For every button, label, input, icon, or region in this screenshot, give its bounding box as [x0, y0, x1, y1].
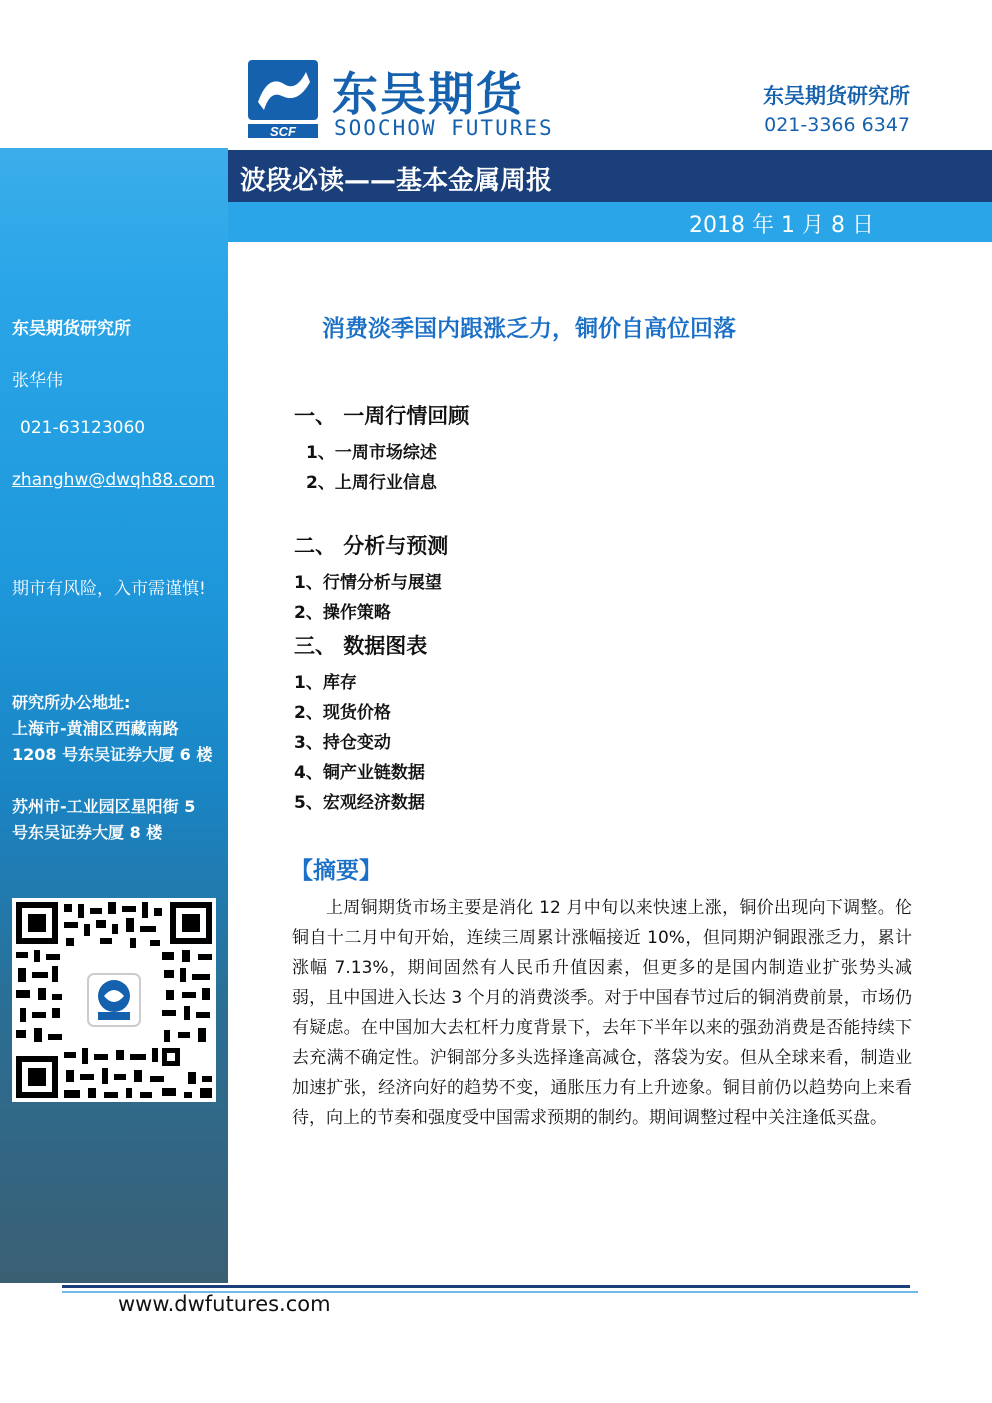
sidebar-address1-line1: 上海市-黄浦区西藏南路	[12, 719, 179, 738]
sidebar-risk-warning: 期市有风险，入市需谨慎!	[12, 579, 206, 599]
section-3-item-5: 5、宏观经济数据	[294, 793, 425, 813]
abstract-body: 上周铜期货市场主要是消化 12 月中旬以来快速上涨，铜价出现向下调整。伦铜自十二月中旬开始，连续三周累计涨幅接近 10%，但同期沪铜跟涨乏力，累计涨幅 7.13%，期间固然有人民币升值因素，但更多的是国内制造业扩张势头减弱，且中国进入长达 3 个月的消费淡季。对于中国春节过后的铜消费前景，市场仍有疑虑。在中国加大去杠杆力度背景下，去年下半年以来的强劲消费是否能持续下去充满不确定性。沪铜部分多头选择逢高减仓，落袋为安。但从全球来看，制造业加速扩张，经济向好的趋势不变，通胀压力有上升迹象。铜目前仍以趋势向上来看待，向上的节奏和强度受中国需求预期的制约。期间调整过程中关注逢低买盘。	[292, 898, 912, 1128]
logo-abbr: SCF	[270, 124, 296, 139]
header-institute-name: 东吴期货研究所	[763, 84, 910, 108]
date-band	[228, 202, 992, 242]
sidebar-address2-line1: 苏州市-工业园区星阳街 5	[12, 797, 196, 816]
sidebar-phone: 021-63123060	[20, 418, 146, 438]
section-2-item-1: 1、行情分析与展望	[294, 573, 442, 593]
headline: 消费淡季国内跟涨乏力，铜价自高位回落	[322, 316, 736, 342]
sidebar-address2-line2: 号东吴证券大厦 8 楼	[12, 823, 163, 842]
footer-rule-dark	[62, 1285, 910, 1288]
section-3-item-3: 3、持仓变动	[294, 733, 391, 753]
section-1-title: 一、 一周行情回顾	[294, 404, 470, 428]
brand-name-cn: 东吴期货	[332, 67, 524, 121]
report-title: 波段必读——基本金属周报	[240, 166, 553, 196]
report-banner	[228, 150, 992, 202]
abstract-title: 【摘要】	[290, 858, 382, 884]
section-3-title: 三、 数据图表	[294, 634, 428, 658]
brand-logo	[248, 60, 318, 140]
sidebar-address1-line2: 1208 号东吴证券大厦 6 楼	[12, 745, 213, 764]
sidebar-address-label: 研究所办公地址:	[12, 693, 131, 712]
qr-code-graphic	[12, 898, 216, 1102]
section-3-item-2: 2、现货价格	[294, 703, 391, 723]
brand-name-en: SOOCHOW FUTURES	[334, 116, 554, 140]
section-2-title: 二、 分析与预测	[294, 534, 449, 558]
section-2-item-2: 2、操作策略	[294, 603, 391, 623]
sidebar-analyst: 张华伟	[12, 371, 63, 391]
sidebar-email-link[interactable]: zhanghw@dwqh88.com	[12, 470, 215, 490]
brand-logo-icon	[248, 60, 318, 140]
footer-website-link[interactable]: www.dwfutures.com	[118, 1292, 331, 1316]
section-1-item-1: 1、一周市场综述	[306, 443, 437, 463]
section-3-item-1: 1、库存	[294, 673, 357, 693]
qr-code	[12, 898, 216, 1102]
sidebar-institute: 东吴期货研究所	[12, 319, 131, 339]
header-institute-phone: 021-3366 6347	[764, 114, 910, 136]
section-3-item-4: 4、铜产业链数据	[294, 763, 425, 783]
report-date: 2018 年 1 月 8 日	[689, 213, 874, 238]
section-1-item-2: 2、上周行业信息	[306, 473, 437, 493]
sidebar-top-blank	[0, 0, 228, 148]
